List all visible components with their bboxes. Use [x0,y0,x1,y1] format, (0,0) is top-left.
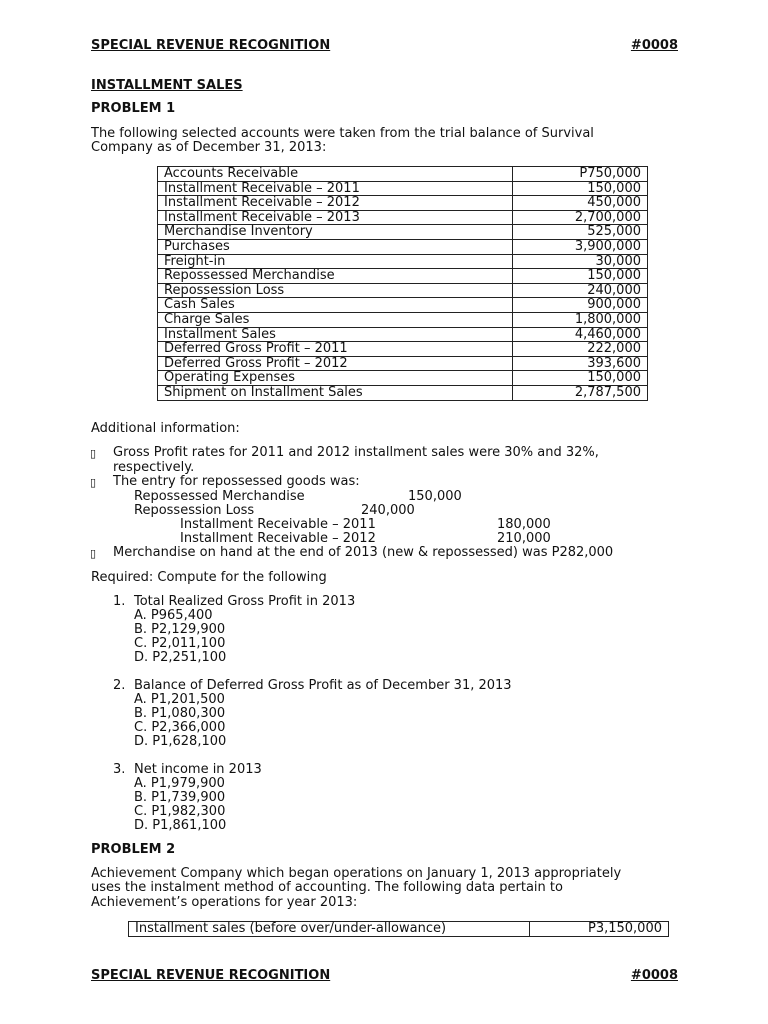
account-name: Repossessed Merchandise [158,269,513,284]
problem1-intro-line1: The following selected accounts were taken from the trial balance of Survival [91,126,594,141]
accounts-table [157,166,648,401]
table-row [158,371,648,386]
account-name: Repossession Loss [158,283,513,298]
table-row [158,283,648,298]
account-name: Installment Receivable – 2012 [158,196,513,211]
table-row [158,225,648,240]
problem2-title: PROBLEM 2 [91,842,176,857]
answer-option: B. P2,129,900 [134,622,226,637]
entry-line2-amount: 240,000 [361,503,415,518]
account-name: Operating Expenses [158,371,513,386]
header-title: SPECIAL REVENUE RECOGNITION [91,38,331,53]
question-number: 1. [113,594,126,609]
account-value: 1,800,000 [513,312,648,327]
answer-option: D. P1,861,100 [134,818,227,833]
table-row [158,356,648,371]
problem2-line1: Achievement Company which began operations on January 1, 2013 appropriately [91,866,622,881]
table-row [158,269,648,284]
account-value: 900,000 [513,298,648,313]
problem1-intro-line2: Company as of December 31, 2013: [91,140,327,155]
answer-option: C. P2,366,000 [134,720,226,735]
table-row [158,385,648,400]
table-row [158,254,648,269]
table-row [158,181,648,196]
section-title: INSTALLMENT SALES [91,78,243,93]
required-text: Required: Compute for the following [91,570,327,585]
table-row [129,922,669,937]
bullet-icon: ▯ [90,447,97,460]
account-name: Charge Sales [158,312,513,327]
problem2-line2: uses the instalment method of accounting. The following data pertain to [91,880,563,895]
row-value: P3,150,000 [530,922,669,937]
table-row [158,210,648,225]
additional-info-label: Additional information: [91,421,240,436]
answer-option: A. P965,400 [134,608,213,623]
bullet1-line2: respectively. [113,460,195,475]
account-value: 2,787,500 [513,385,648,400]
account-name: Deferred Gross Profit – 2012 [158,356,513,371]
question-text: Net income in 2013 [134,762,262,777]
table-row [158,167,648,182]
account-name: Installment Sales [158,327,513,342]
account-value: 3,900,000 [513,239,648,254]
footer-title: SPECIAL REVENUE RECOGNITION [91,968,331,983]
account-name: Installment Receivable – 2011 [158,181,513,196]
header-number: #0008 [630,38,678,53]
problem1-title: PROBLEM 1 [91,101,176,116]
bullet1-line1: Gross Profit rates for 2011 and 2012 installment sales were 30% and 32%, [113,445,599,460]
footer-number: #0008 [630,968,678,983]
question-text: Total Realized Gross Profit in 2013 [134,594,356,609]
account-value: 222,000 [513,342,648,357]
answer-option: A. P1,979,900 [134,776,225,791]
account-value: 150,000 [513,181,648,196]
account-name: Cash Sales [158,298,513,313]
table-row [158,312,648,327]
question-number: 2. [113,678,126,693]
question-text: Balance of Deferred Gross Profit as of December 31, 2013 [134,678,512,693]
answer-option: C. P1,982,300 [134,804,226,819]
account-value: 525,000 [513,225,648,240]
account-value: 150,000 [513,269,648,284]
entry-line3-amount: 180,000 [497,517,551,532]
account-name: Deferred Gross Profit – 2011 [158,342,513,357]
bullet2-text: The entry for repossessed goods was: [113,474,360,489]
account-name: Accounts Receivable [158,167,513,182]
bullet-icon: ▯ [90,547,97,560]
answer-option: D. P1,628,100 [134,734,227,749]
problem2-line3: Achievement’s operations for year 2013: [91,895,358,910]
account-value: 2,700,000 [513,210,648,225]
entry-line1-amount: 150,000 [408,489,462,504]
account-value: P750,000 [513,167,648,182]
account-name: Purchases [158,239,513,254]
account-name: Shipment on Installment Sales [158,385,513,400]
bullet-icon: ▯ [90,476,97,489]
answer-option: A. P1,201,500 [134,692,225,707]
account-value: 150,000 [513,371,648,386]
row-label: Installment sales (before over/under-allowance) [129,922,530,937]
question-number: 3. [113,762,126,777]
account-value: 240,000 [513,283,648,298]
answer-option: D. P2,251,100 [134,650,227,665]
account-name: Installment Receivable – 2013 [158,210,513,225]
page-header [91,39,678,54]
page-footer [91,969,678,984]
entry-line1-name: Repossessed Merchandise [134,489,305,504]
entry-line2-name: Repossession Loss [134,503,255,518]
table-row [158,196,648,211]
account-value: 30,000 [513,254,648,269]
account-name: Freight-in [158,254,513,269]
account-value: 450,000 [513,196,648,211]
entry-line4-amount: 210,000 [497,531,551,546]
account-value: 4,460,000 [513,327,648,342]
problem2-table [128,921,669,937]
table-row [158,327,648,342]
answer-option: C. P2,011,100 [134,636,226,651]
table-row [158,298,648,313]
answer-option: B. P1,080,300 [134,706,226,721]
table-row [158,342,648,357]
entry-line3-name: Installment Receivable – 2011 [180,517,376,532]
bullet3-text: Merchandise on hand at the end of 2013 (new & repossessed) was P282,000 [113,545,614,560]
answer-option: B. P1,739,900 [134,790,226,805]
account-name: Merchandise Inventory [158,225,513,240]
entry-line4-name: Installment Receivable – 2012 [180,531,376,546]
account-value: 393,600 [513,356,648,371]
table-row [158,239,648,254]
